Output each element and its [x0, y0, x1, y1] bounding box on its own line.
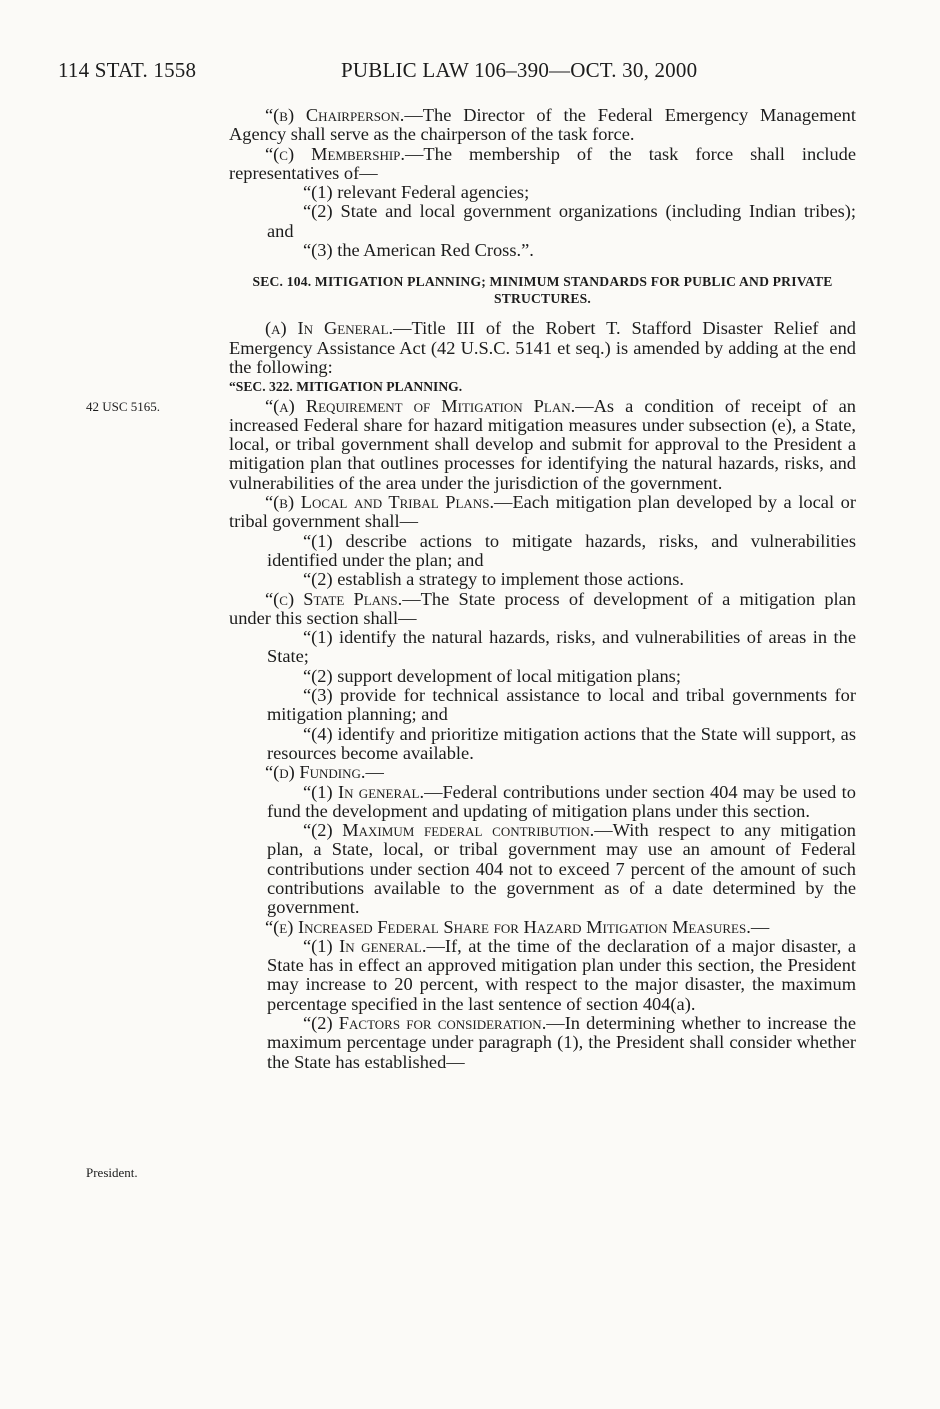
increased-share-item-2: “(2) Factors for consideration.—In determining whether to increase the maximum percentage under paragraph (1), the President shall consider whether the State has established— [267, 1013, 856, 1072]
document-body [229, 106, 856, 1072]
page-header [58, 58, 758, 88]
paragraph-b-local-tribal: “(b) Local and Tribal Plans.—Each mitigation plan developed by a local or tribal government shall— [229, 492, 857, 532]
membership-item-3: “(3) the American Red Cross.”. [303, 240, 534, 261]
paragraph-b-chairperson: “(b) Chairperson.—The Director of the Federal Emergency Management Agency shall serve as the chairperson of the task force. [229, 105, 856, 145]
local-item-2: “(2) establish a strategy to implement those actions. [303, 569, 684, 590]
paragraph-c-state-plans: “(c) State Plans.—The State process of development of a mitigation plan under this section shall— [229, 588, 856, 628]
margin-note-president: President. [86, 1165, 138, 1180]
state-item-2: “(2) support development of local mitigation plans; [303, 665, 681, 686]
section-104-heading: SEC. 104. MITIGATION PLANNING; MINIMUM STANDARDS FOR PUBLIC AND PRIVATE STRUCTURES. [252, 274, 833, 307]
public-law-citation: PUBLIC LAW 106–390—OCT. 30, 2000 [341, 58, 698, 82]
state-item-1: “(1) identify the natural hazards, risks, and vulnerabilities of areas in the State; [267, 627, 856, 667]
local-item-1: “(1) describe actions to mitigate hazards, risks, and vulnerabilities identified under the plan; and [267, 530, 856, 570]
paragraph-a-in-general: (a) In General.—Title III of the Robert T. Stafford Disaster Relief and Emergency Assistance Act (42 U.S.C. 5141 et seq.) is amended by adding at the end the following: [229, 318, 856, 377]
membership-item-2: “(2) State and local government organizations (including Indian tribes); and [267, 201, 856, 241]
state-item-4: “(4) identify and prioritize mitigation actions that the State will support, as resources become available. [267, 723, 856, 763]
state-item-3: “(3) provide for technical assistance to local and tribal governments for mitigation planning; and [267, 685, 856, 725]
funding-item-1: “(1) In general.—Federal contributions under section 404 may be used to fund the development and updating of mitigation plans under this section. [267, 781, 856, 821]
paragraph-a-requirement: “(a) Requirement of Mitigation Plan.—As a condition of receipt of an increased Federal share for hazard mitigation measures under subsection (e), a State, local, or tribal government shall develop and submit for approval to the President a mitigation plan that outlines processes for identifying the natural hazards, risks, and vulnerabilities of the area under the jurisdiction of the government. [229, 395, 856, 493]
membership-item-1: “(1) relevant Federal agencies; [303, 182, 530, 203]
section-322-heading: “SEC. 322. MITIGATION PLANNING. [229, 379, 463, 395]
margin-note-usc: 42 USC 5165. [86, 399, 161, 414]
paragraph-e-increased-share: “(e) Increased Federal Share for Hazard Mitigation Measures.— [265, 916, 770, 937]
funding-item-2: “(2) Maximum federal contribution.—With respect to any mitigation plan, a State, local, or tribal government may use an amount of Federal contributions under section 404 not to exceed 7 percent of the amount of such contributions available to the government as of a date determined by the government. [267, 820, 856, 918]
paragraph-c-membership: “(c) Membership.—The membership of the task force shall include representatives of— [229, 143, 856, 183]
paragraph-d-funding: “(d) Funding.— [265, 762, 384, 783]
stat-page-number: 114 STAT. 1558 [58, 58, 197, 82]
increased-share-item-1: “(1) In general.—If, at the time of the declaration of a major disaster, a State has in effect an approved mitigation plan under this section, the President may increase to 20 percent, with respect to the major disaster, the maximum percentage specified in the last sentence of section 404(a). [267, 935, 856, 1014]
